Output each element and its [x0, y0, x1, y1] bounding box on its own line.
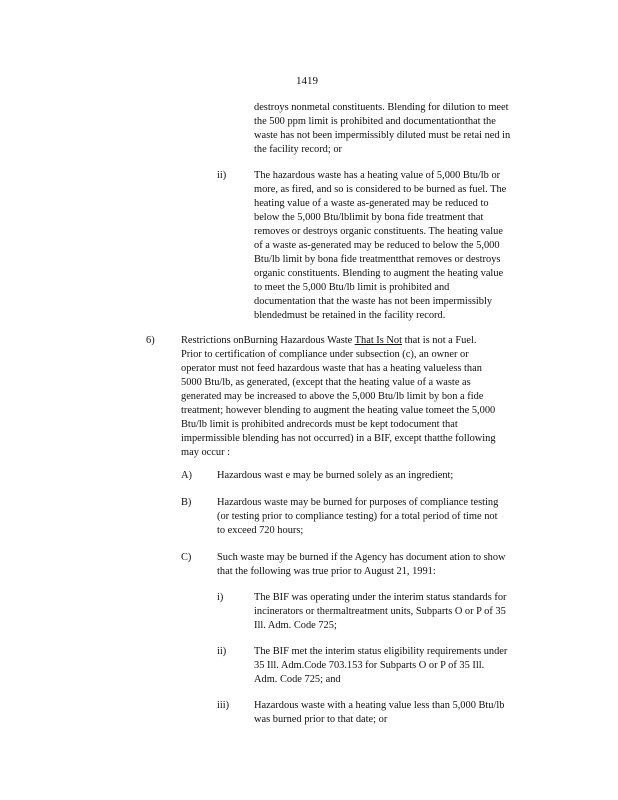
- text-line: Hazardous waste with a heating value less than 5,000 Btu/lb: [254, 700, 505, 711]
- text-line: operator must not feed hazardous waste that has a heating valueless than: [181, 363, 482, 374]
- text-line: incinerators or thermaltreatment units, Subparts O or P of 35: [254, 606, 506, 617]
- item-6-heading-line: [181, 334, 543, 348]
- text-line: Ill. Adm. Code 725;: [254, 620, 337, 631]
- item-6-paragraph: [181, 334, 543, 460]
- text-line: The BIF met the interim status eligibility requirements under: [254, 646, 508, 657]
- item-c-i-paragraph: [254, 591, 544, 633]
- text-line: blendedmust be retained in the facility record.: [254, 310, 446, 321]
- item-b-paragraph: [217, 496, 543, 538]
- text-line: Hazardous wast e may be burned solely as an ingredient;: [217, 470, 454, 481]
- text-line: 35 Ill. Adm.Code 703.153 for Subparts O or P of 35 Ill.: [254, 660, 485, 671]
- heading-text: Restrictions onBurning Hazardous Waste: [181, 335, 355, 346]
- item-a-marker: A): [181, 470, 192, 481]
- text-line: 5000 Btu/lb, as generated, (except that the heating value of a waste as: [181, 377, 471, 388]
- item-ii-marker: ii): [217, 170, 227, 181]
- text-line: The BIF was operating under the interim status standards for: [254, 592, 507, 603]
- text-line: treatment; however blending to augment the heating value tomeet the 5,000: [181, 405, 496, 416]
- text-line: impermissible blending has not occurred) in a BIF, except thatthe following: [181, 433, 496, 444]
- text-line: documentation that the waste has not been impermissibly: [254, 296, 493, 307]
- text-line: the facility record; or: [254, 144, 342, 155]
- text-line: waste has not been impermissibly diluted must be retai ned in: [254, 130, 511, 141]
- item-ii-paragraph: [254, 169, 546, 323]
- text-line: organic constituents. Blending to augment the heating value: [254, 268, 504, 279]
- item-c-i-marker: i): [217, 592, 224, 603]
- struck-heading-text: That Is Not: [354, 335, 402, 346]
- item-6-marker: 6): [146, 335, 155, 346]
- item-c-paragraph: [217, 551, 543, 579]
- text-line: removes or destroys organic constituents. The heating value: [254, 226, 503, 237]
- item-c-ii-marker: ii): [217, 646, 227, 657]
- text-line: Btu/lb limit by bona fide treatmentthat removes or destroys: [254, 254, 501, 265]
- heading-text-end: that is not a Fuel.: [402, 335, 477, 346]
- text-line: Btu/lb limit is prohibited andrecords must be kept todocument that: [181, 419, 458, 430]
- text-line: was burned prior to that date; or: [254, 714, 388, 725]
- item-a-paragraph: [217, 469, 543, 483]
- text-line: that the following was true prior to August 21, 1991:: [217, 566, 436, 577]
- text-line: may occur :: [181, 447, 231, 458]
- text-line: more, as fired, and so is considered to be burned as fuel. The: [254, 184, 507, 195]
- item-b-marker: B): [181, 497, 192, 508]
- page-number: 1419: [296, 75, 318, 87]
- text-line: (or testing prior to compliance testing) for a total period of time not: [217, 511, 498, 522]
- text-line: to meet the 5,000 Btu/lb limit is prohibited and: [254, 282, 450, 293]
- text-line: destroys nonmetal constituents. Blending for dilution to meet: [254, 102, 509, 113]
- text-line: to exceed 720 hours;: [217, 525, 304, 536]
- item-c-iii-paragraph: [254, 699, 544, 727]
- text-line: the 500 ppm limit is prohibited and documentationthat the: [254, 116, 496, 127]
- item-c-iii-marker: iii): [217, 700, 230, 711]
- text-line: The hazardous waste has a heating value of 5,000 Btu/lb or: [254, 170, 501, 181]
- text-line: of a waste as-generated may be reduced to below the 5,000: [254, 240, 500, 251]
- text-line: Hazardous waste may be burned for purposes of compliance testing: [217, 497, 499, 508]
- continuation-paragraph: [254, 101, 546, 157]
- text-line: generated may be increased to above the 5,000 Btu/lb limit by bon a fide: [181, 391, 484, 402]
- text-line: Prior to certification of compliance under subsection (c), an owner or: [181, 349, 469, 360]
- text-line: Such waste may be burned if the Agency has document ation to show: [217, 552, 506, 563]
- text-line: below the 5,000 Btu/lblimit by bona fide treatment that: [254, 212, 484, 223]
- item-c-marker: C): [181, 552, 192, 563]
- text-line: heating value of a waste as-generated may be reduced to: [254, 198, 489, 209]
- item-c-ii-paragraph: [254, 645, 544, 687]
- text-line: Adm. Code 725; and: [254, 674, 341, 685]
